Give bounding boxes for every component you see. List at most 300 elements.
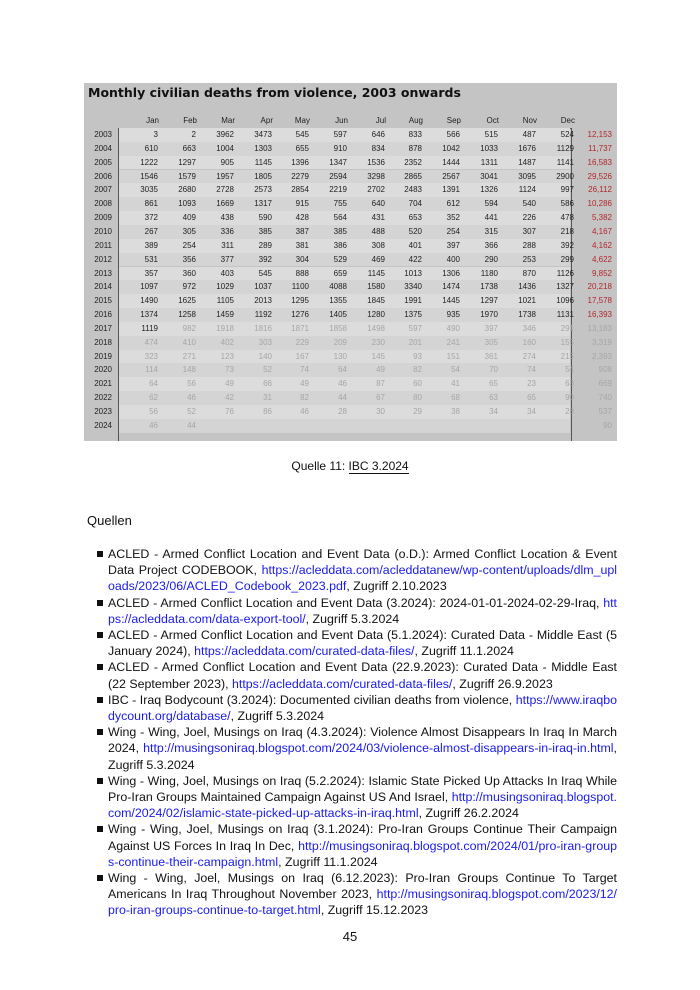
reference-text: ACLED - Armed Conflict Location and Event Data (o.D.): Armed Conflict Location & Event Data Project CODEBOOK, [108,547,617,578]
month-value: 1280 [367,310,385,320]
month-value: 49 [376,365,385,375]
reference-text: Wing - Wing, Joel, Musings on Iraq (5.2.2024): Islamic State Picked Up Attacks In Iraq While Pro-Iran Groups Maintained Campaign Against US And Israel, [108,773,617,805]
bullet-icon [97,551,103,557]
month-value: 386 [333,240,347,250]
month-value: 704 [408,199,422,209]
month-value: 1033 [480,143,498,153]
year-total: 17,578 [587,296,612,306]
month-value: 1276 [291,310,309,320]
month-value: 63 [565,379,574,389]
month-value: 46 [149,420,158,430]
month-value: 3298 [367,171,385,181]
month-value: 402 [220,337,234,347]
month-value: 389 [144,240,158,250]
month-value: 878 [408,143,422,153]
month-value: 2279 [291,171,309,181]
month-header: Jun [335,116,348,125]
month-value: 352 [446,213,460,223]
year-label: 2013 [94,268,112,278]
month-value: 2900 [556,171,574,181]
month-value: 586 [560,199,574,209]
month-value: 655 [295,143,309,153]
month-value: 64 [338,365,347,375]
table-row [84,377,617,391]
reference-access-date: , Zugriff 11.1.2024 [414,644,514,659]
month-value: 160 [522,337,536,347]
month-value: 381 [295,240,309,250]
month-value: 474 [144,337,158,347]
month-value: 60 [413,379,422,389]
month-value: 23 [527,379,536,389]
year-total: 537 [598,407,612,416]
table-row [84,253,617,267]
month-value: 410 [182,337,196,347]
month-value: 28 [338,407,347,416]
month-value: 646 [371,130,385,139]
table-row [84,142,617,156]
month-value: 54 [451,365,460,375]
reference-access-date: , Zugriff 5.3.2024 [230,709,325,724]
month-value: 1100 [291,282,309,292]
month-value: 834 [371,143,385,153]
month-value: 56 [187,379,196,389]
month-value: 1306 [442,268,460,278]
year-total: 26,112 [588,185,612,195]
reference-list [97,546,617,919]
month-value: 151 [446,351,460,361]
bullet-icon [97,778,103,784]
bullet-icon [97,697,103,703]
table-title: Monthly civilian deaths from violence, 2003 onwards [88,85,461,100]
month-value: 520 [408,226,422,236]
month-value: 3473 [254,130,272,139]
year-label: 2008 [94,199,112,209]
month-value: 1105 [216,296,234,306]
month-value: 63 [489,393,498,403]
year-label: 2021 [94,379,112,389]
reference-link[interactable]: https://acleddata.com/curated-data-files/ [194,644,415,659]
month-value: 1738 [480,282,498,292]
year-label: 2005 [94,157,112,167]
reference-item [97,627,617,659]
year-total: 9,852 [591,268,612,278]
month-value: 1396 [291,157,309,167]
month-value: 564 [333,213,347,223]
month-value: 403 [220,268,234,278]
month-value: 1347 [329,157,347,167]
reference-link[interactable]: https://www.iraqbodycount.org/database/ [108,692,617,724]
month-value: 540 [522,199,536,209]
month-value: 64 [149,379,158,389]
month-value: 566 [446,130,460,139]
month-value: 1097 [140,282,158,292]
month-value: 488 [371,226,385,236]
year-label: 2014 [94,282,112,292]
month-header: Sep [446,116,461,125]
month-value: 610 [144,143,158,153]
figure-caption [0,459,700,473]
table-row [84,322,617,336]
year-label: 2017 [94,323,112,333]
month-value: 1490 [140,296,158,306]
month-value: 1918 [216,323,234,333]
month-value: 299 [560,254,574,264]
month-value: 1858 [329,323,347,333]
table-row [84,308,617,322]
month-value: 360 [182,268,196,278]
table-row [84,183,617,197]
bullet-icon [97,826,103,832]
month-value: 1311 [480,157,498,167]
year-label: 2023 [94,407,112,416]
table-row [84,128,617,142]
month-value: 377 [220,254,234,264]
reference-link[interactable]: https://acleddata.com/curated-data-files/ [231,676,453,691]
month-value: 323 [144,351,158,361]
month-value: 529 [333,254,347,264]
reference-access-date: , Zugriff 11.1.2024 [278,854,378,869]
month-value: 148 [182,365,196,375]
month-value: 218 [560,226,574,236]
month-value: 70 [489,365,498,375]
month-value: 870 [522,268,536,278]
month-header: Dec [560,116,575,125]
month-value: 30 [376,407,385,416]
month-value: 1991 [404,296,422,306]
month-header: Aug [408,116,423,125]
month-value: 52 [187,407,196,416]
month-value: 1459 [216,310,234,320]
month-value: 1546 [140,171,158,181]
bullet-icon [97,729,103,735]
month-value: 594 [484,199,498,209]
reference-item [97,870,617,919]
year-total: 3,319 [591,337,612,347]
month-value: 1355 [329,296,347,306]
month-value: 29 [413,407,422,416]
reference-access-date: , Zugriff 26.9.2023 [452,676,553,691]
reference-access-date: , Zugriff 15.12.2023 [320,903,429,918]
table-row [84,225,617,239]
month-value: 311 [221,240,234,250]
month-value: 1374 [140,310,158,320]
month-value: 1498 [367,323,385,333]
month-value: 1375 [404,310,422,320]
month-value: 431 [371,213,385,223]
reference-item [97,773,617,822]
month-header: Mar [221,116,235,125]
month-value: 34 [527,407,536,416]
reference-link[interactable]: http://musingsoniraq.blogspot.com/2023/12/pro-iran-groups-continue-to-target.html [108,887,617,918]
bullet-icon [97,632,103,638]
year-total: 669 [598,379,612,389]
month-value: 597 [333,130,347,139]
month-value: 3962 [216,130,234,139]
month-value: 1580 [367,282,385,292]
month-value: 2013 [254,296,272,306]
month-value: 1004 [216,143,234,153]
table-row [84,211,617,225]
table-row [84,197,617,211]
table-row [84,267,617,281]
month-value: 31 [263,393,272,403]
month-value: 1536 [367,157,385,167]
month-value: 1180 [480,268,498,278]
month-value: 2865 [404,171,422,181]
month-value: 910 [333,143,347,153]
month-value: 905 [220,157,234,167]
month-value: 305 [484,337,498,347]
month-value: 74 [300,365,309,375]
reference-item [97,595,617,627]
month-value: 1042 [442,143,460,153]
caption-source-link[interactable]: IBC 3.2024 [348,459,409,473]
month-value: 4088 [329,282,347,292]
month-value: 289 [258,240,272,250]
month-value: 400 [446,254,460,264]
month-value: 303 [258,337,272,347]
year-total: 4,167 [591,226,612,236]
month-value: 291 [560,323,574,333]
month-value: 2219 [329,185,347,195]
month-value: 1013 [404,268,422,278]
month-value: 1119 [141,323,158,333]
month-value: 1297 [480,296,498,306]
month-value: 87 [376,379,385,389]
month-header: Apr [260,116,273,125]
month-header: Oct [486,116,499,125]
year-label: 2009 [94,213,112,223]
month-value: 392 [258,254,272,264]
reference-text: ACLED - Armed Conflict Location and Event Data (3.2024): 2024-01-01-2024-02-29-Iraq, [108,595,604,610]
month-value: 2573 [254,185,272,195]
month-value: 2680 [178,185,196,195]
month-value: 653 [408,213,422,223]
month-value: 659 [333,268,347,278]
month-value: 1326 [480,185,498,195]
month-value: 888 [295,268,309,278]
month-value: 44 [338,393,347,403]
reference-text: IBC - Iraq Bodycount (3.2024): Documented civilian deaths from violence, [108,692,516,707]
month-value: 80 [413,393,422,403]
reference-access-date: , Zugriff 2.10.2023 [346,579,447,594]
month-value: 397 [446,240,460,250]
month-value: 336 [220,226,234,236]
year-label: 2003 [94,130,112,139]
year-label: 2010 [94,226,112,236]
month-value: 597 [408,323,422,333]
month-value: 46 [187,393,196,403]
month-value: 315 [484,226,498,236]
year-total: 20,218 [587,282,612,292]
month-value: 1444 [442,157,460,167]
month-value: 997 [560,185,574,195]
month-value: 2594 [329,171,347,181]
table-row [84,294,617,308]
month-value: 229 [295,337,309,347]
year-label: 2012 [94,254,112,264]
month-value: 65 [527,393,536,403]
month-value: 82 [413,365,422,375]
month-value: 56 [149,407,158,416]
month-value: 531 [144,254,158,264]
reference-link[interactable]: http://musingsoniraq.blogspot.com/2024/03/violence-almost-disappears-in-iraq-in.html [143,741,614,756]
month-header: Nov [522,116,537,125]
month-value: 366 [484,240,498,250]
civilian-deaths-table-image [84,83,617,441]
year-label: 2022 [94,393,112,403]
month-value: 38 [451,407,460,416]
month-value: 3035 [140,185,158,195]
month-value: 612 [446,199,460,209]
month-value: 524 [560,130,574,139]
month-value: 640 [371,199,385,209]
year-total: 12,153 [587,130,612,139]
month-value: 1474 [442,282,460,292]
month-value: 861 [144,199,158,209]
reference-text: ACLED - Armed Conflict Location and Event Data (5.1.2024): Curated Data - Middle East (5 January 2024), [108,628,617,659]
month-value: 935 [446,310,460,320]
month-value: 114 [145,365,158,375]
month-value: 1317 [254,199,272,209]
reference-link[interactable]: http://musingsoniraq.blogspot.com/2024/01/pro-iran-groups-continue-their-campaign.html [108,838,617,869]
month-value: 1669 [216,199,234,209]
month-value: 2 [191,130,196,139]
bullet-icon [97,600,103,606]
month-value: 1021 [518,296,536,306]
month-value: 663 [182,143,196,153]
month-value: 755 [333,199,347,209]
month-value: 274 [522,351,536,361]
reference-link[interactable]: https://acleddata.com/data-export-tool/ [108,595,617,626]
month-value: 254 [182,240,196,250]
caption-prefix: Quelle 11: [291,459,349,473]
month-value: 267 [144,226,158,236]
month-value: 209 [333,337,347,347]
table-row [84,363,617,377]
month-value: 73 [225,365,234,375]
month-value: 387 [295,226,309,236]
reference-link[interactable]: https://acleddata.com/acleddatanew/wp-content/uploads/dlm_uploads/2023/06/ACLED_Codebook_2023.pdf [108,563,617,594]
year-label: 2016 [94,310,112,320]
month-value: 1303 [254,143,272,153]
month-value: 1297 [178,157,196,167]
month-value: 1579 [178,171,196,181]
month-value: 230 [371,337,385,347]
month-value: 2483 [404,185,422,195]
month-value: 478 [560,213,574,223]
reference-item [97,821,617,870]
month-value: 487 [522,130,536,139]
year-label: 2007 [94,185,112,195]
month-value: 3 [153,130,158,139]
year-label: 2004 [94,143,112,153]
reference-item [97,692,617,724]
month-value: 67 [376,393,385,403]
month-value: 385 [258,226,272,236]
month-value: 515 [484,130,498,139]
month-value: 438 [220,213,234,223]
reference-item [97,724,617,773]
year-label: 2015 [94,296,112,306]
month-header: Feb [183,116,197,125]
table-row [84,280,617,294]
month-value: 833 [408,130,422,139]
month-value: 357 [144,268,158,278]
month-value: 385 [333,226,347,236]
reference-text: Wing - Wing, Joel, Musings on Iraq (3.1.2024): Pro-Iran Groups Continue Their Campaign Against US Forces In Iraq In Dec, [108,822,617,853]
month-value: 1124 [518,185,536,195]
table-row [84,170,617,184]
reference-link[interactable]: http://musingsoniraq.blogspot.com/2024/02/islamic-state-picked-up-attacks-in-iraq.html [108,790,617,821]
reference-access-date: , Zugriff 5.3.2024 [305,611,400,626]
month-value: 346 [522,323,536,333]
month-value: 1845 [367,296,385,306]
reference-access-date: , Zugriff 5.3.2024 [108,741,617,772]
month-value: 1970 [480,310,498,320]
month-value: 1145 [367,268,385,278]
month-value: 1141 [556,157,574,167]
month-value: 1295 [291,296,309,306]
year-label: 2019 [94,351,112,361]
month-value: 82 [300,393,309,403]
month-value: 590 [258,213,272,223]
month-value: 1391 [442,185,460,195]
reference-text: Wing - Wing, Joel, Musings on Iraq (4.3.2024): Violence Almost Disappears In Iraq In March 2024, [108,725,617,756]
table-row [84,350,617,364]
year-total: 4,622 [591,254,612,264]
month-value: 74 [527,365,536,375]
year-label: 2018 [94,337,112,347]
year-total: 908 [598,365,612,375]
month-value: 1816 [254,323,272,333]
month-value: 288 [522,240,536,250]
month-value: 167 [295,351,309,361]
month-value: 28 [565,407,574,416]
table-row [84,336,617,350]
month-value: 201 [408,337,422,347]
month-value: 409 [182,213,196,223]
month-value: 1871 [291,323,309,333]
month-value: 2567 [442,171,460,181]
month-value: 1129 [556,143,574,153]
reference-text: ACLED - Armed Conflict Location and Event Data (22.9.2023): Curated Data - Middle East (22 September 2023), [108,660,617,691]
month-value: 226 [522,213,536,223]
year-total: 5,382 [591,213,612,223]
month-value: 1487 [518,157,536,167]
month-value: 1037 [254,282,272,292]
month-value: 361 [484,351,498,361]
month-value: 271 [182,351,196,361]
month-header: May [294,116,310,125]
month-value: 76 [225,407,234,416]
bullet-icon [97,875,103,881]
month-value: 1738 [518,310,536,320]
reference-access-date: , Zugriff 26.2.2024 [418,806,519,821]
year-total: 4,162 [591,240,612,250]
month-value: 1805 [254,171,272,181]
reference-text: Wing - Wing, Joel, Musings on Iraq (6.12.2023): Pro-Iran Groups Continue To Target Americans In Iraq Throughout November 2023, [108,871,617,902]
month-value: 41 [451,379,460,389]
year-total: 2,393 [591,351,612,361]
month-value: 42 [225,393,234,403]
month-value: 46 [300,407,309,416]
table-row [84,239,617,253]
month-value: 93 [413,351,422,361]
month-value: 1957 [216,171,234,181]
month-value: 1327 [556,282,574,292]
month-value: 304 [295,254,309,264]
